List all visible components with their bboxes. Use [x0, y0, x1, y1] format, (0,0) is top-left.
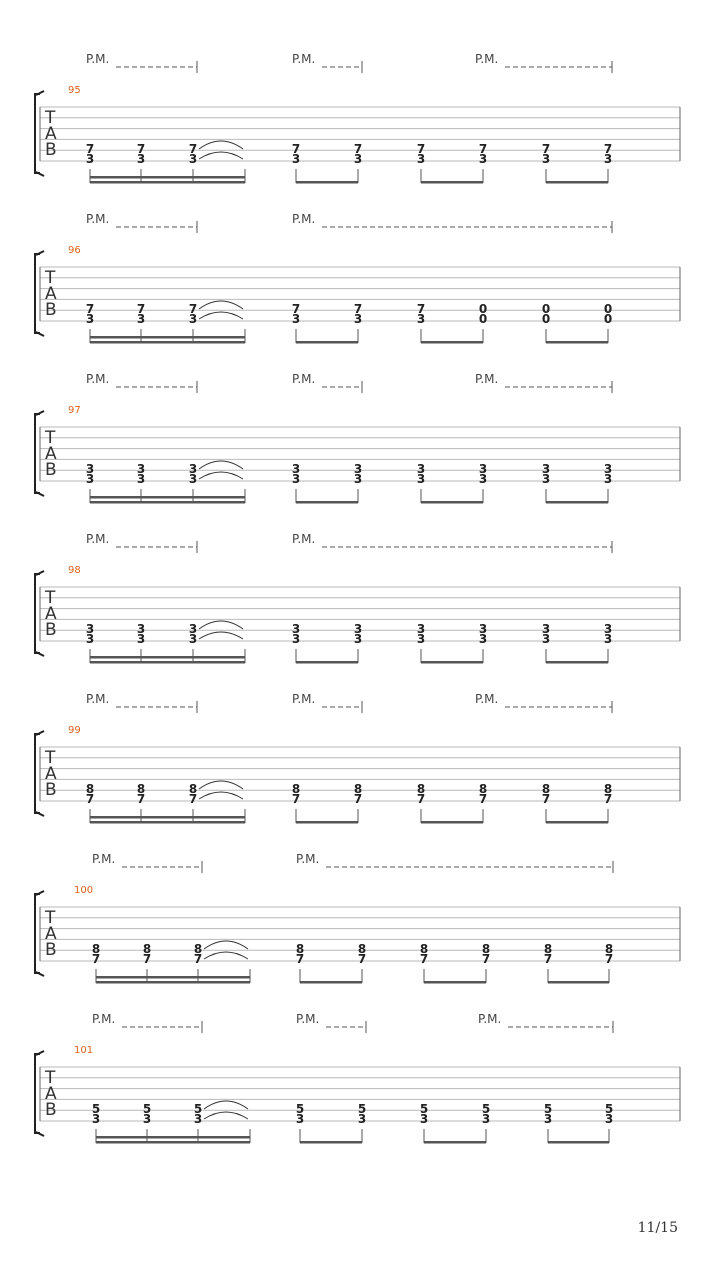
palm-mute-label: P.M.: [292, 212, 316, 226]
fret-number: 5: [604, 1102, 614, 1116]
fret-number: 7: [295, 952, 305, 966]
fret-number: 5: [481, 1102, 491, 1116]
system-bracket: [35, 254, 40, 333]
fret-number: 3: [603, 622, 613, 636]
fret-number: 0: [603, 302, 613, 316]
fret-number: 8: [291, 782, 301, 796]
measure-number: 95: [68, 85, 81, 96]
palm-mute-label: P.M.: [475, 692, 499, 706]
fret-number: 7: [357, 952, 367, 966]
tab-system-99: [35, 692, 680, 824]
fret-number: 7: [353, 142, 363, 156]
fret-number: 3: [353, 622, 363, 636]
tie-arc: [199, 312, 243, 319]
fret-number: 3: [85, 632, 95, 646]
fret-number: 3: [353, 472, 363, 486]
fret-number: 3: [188, 472, 198, 486]
fret-number: 7: [541, 142, 551, 156]
fret-number: 3: [357, 1112, 367, 1126]
tab-system-101: [35, 1012, 680, 1144]
system-bracket: [35, 1054, 40, 1133]
beam: [546, 181, 608, 184]
beam: [548, 981, 609, 984]
palm-mute-label: P.M.: [478, 1012, 502, 1026]
fret-number: 3: [416, 312, 426, 326]
tab-clef-letter: B: [45, 1100, 57, 1120]
tab-clef-letter: B: [45, 140, 57, 160]
fret-number: 8: [193, 942, 203, 956]
beam: [421, 501, 483, 504]
fret-number: 8: [419, 942, 429, 956]
fret-number: 8: [142, 942, 152, 956]
system-bracket: [35, 414, 40, 493]
tie-arc: [199, 632, 243, 639]
fret-number: 3: [188, 462, 198, 476]
fret-number: 3: [291, 632, 301, 646]
fret-number: 3: [291, 312, 301, 326]
fret-number: 7: [291, 302, 301, 316]
fret-number: 7: [85, 792, 95, 806]
fret-number: 3: [541, 622, 551, 636]
system-bracket: [35, 94, 40, 173]
fret-number: 3: [541, 472, 551, 486]
tie-arc: [199, 141, 243, 149]
tab-clef-letter: T: [45, 1068, 56, 1088]
fret-number: 7: [416, 792, 426, 806]
tie-arc: [199, 792, 243, 799]
tab-clef-letter: B: [45, 620, 57, 640]
fret-number: 3: [291, 152, 301, 166]
fret-number: 0: [541, 302, 551, 316]
beam: [296, 181, 358, 184]
tie-arc: [204, 1112, 248, 1119]
fret-number: 3: [85, 152, 95, 166]
fret-number: 3: [603, 632, 613, 646]
system-bracket: [35, 894, 40, 973]
tab-clef-letter: A: [45, 604, 57, 624]
fret-number: 3: [603, 152, 613, 166]
fret-number: 8: [543, 942, 553, 956]
fret-number: 3: [85, 312, 95, 326]
tab-system-96: [35, 212, 680, 344]
tie-arc: [199, 301, 243, 309]
fret-number: 7: [188, 142, 198, 156]
palm-mute-label: P.M.: [296, 1012, 320, 1026]
fret-number: 3: [416, 622, 426, 636]
tab-clef-letter: T: [45, 588, 56, 608]
fret-number: 7: [481, 952, 491, 966]
fret-number: 7: [91, 952, 101, 966]
beam: [90, 181, 245, 184]
fret-number: 8: [136, 782, 146, 796]
fret-number: 3: [85, 472, 95, 486]
beam: [421, 341, 483, 344]
palm-mute-label: P.M.: [92, 1012, 116, 1026]
palm-mute-label: P.M.: [86, 212, 110, 226]
palm-mute-label: P.M.: [86, 52, 110, 66]
fret-number: 3: [478, 622, 488, 636]
tie-arc: [199, 781, 243, 789]
measure-number: 99: [68, 725, 81, 736]
fret-number: 3: [188, 622, 198, 636]
tab-clef-letter: B: [45, 300, 57, 320]
fret-number: 3: [541, 632, 551, 646]
beam: [548, 1141, 609, 1144]
fret-number: 5: [91, 1102, 101, 1116]
measure-number: 101: [74, 1045, 94, 1056]
fret-number: 3: [416, 462, 426, 476]
fret-number: 3: [353, 462, 363, 476]
fret-number: 7: [193, 952, 203, 966]
palm-mute-label: P.M.: [292, 372, 316, 386]
beam: [421, 181, 483, 184]
fret-number: 7: [416, 302, 426, 316]
palm-mute-label: P.M.: [475, 52, 499, 66]
fret-number: 7: [353, 302, 363, 316]
palm-mute-label: P.M.: [86, 372, 110, 386]
fret-number: 3: [541, 462, 551, 476]
fret-number: 3: [478, 152, 488, 166]
fret-number: 3: [291, 462, 301, 476]
fret-number: 3: [295, 1112, 305, 1126]
fret-number: 3: [353, 312, 363, 326]
fret-number: 8: [295, 942, 305, 956]
tab-clef-letter: B: [45, 460, 57, 480]
fret-number: 8: [85, 782, 95, 796]
fret-number: 3: [188, 312, 198, 326]
palm-mute-label: P.M.: [86, 532, 110, 546]
fret-number: 7: [188, 302, 198, 316]
fret-number: 3: [604, 1112, 614, 1126]
fret-number: 7: [543, 952, 553, 966]
palm-mute-label: P.M.: [475, 372, 499, 386]
beam: [421, 821, 483, 824]
beam: [300, 1141, 362, 1144]
fret-number: 3: [136, 632, 146, 646]
tie-arc: [204, 1101, 248, 1109]
tab-clef-letter: B: [45, 780, 57, 800]
fret-number: 7: [478, 142, 488, 156]
fret-number: 0: [478, 312, 488, 326]
beam: [546, 341, 608, 344]
fret-number: 3: [188, 632, 198, 646]
tie-arc: [199, 152, 243, 159]
beam: [90, 496, 245, 499]
beam: [546, 821, 608, 824]
tab-system-98: [35, 532, 680, 664]
beam: [96, 1136, 250, 1139]
fret-number: 8: [481, 942, 491, 956]
palm-mute-label: P.M.: [92, 852, 116, 866]
beam: [424, 981, 486, 984]
fret-number: 5: [357, 1102, 367, 1116]
fret-number: 7: [416, 142, 426, 156]
fret-number: 3: [541, 152, 551, 166]
palm-mute-label: P.M.: [296, 852, 320, 866]
palm-mute-label: P.M.: [292, 52, 316, 66]
fret-number: 3: [603, 472, 613, 486]
fret-number: 3: [188, 152, 198, 166]
fret-number: 7: [291, 792, 301, 806]
beam: [296, 501, 358, 504]
beam: [300, 981, 362, 984]
tab-clef-letter: A: [45, 924, 57, 944]
measure-number: 100: [74, 885, 94, 896]
fret-number: 7: [85, 142, 95, 156]
fret-number: 3: [353, 152, 363, 166]
fret-number: 5: [543, 1102, 553, 1116]
beam: [96, 976, 250, 979]
fret-number: 0: [603, 312, 613, 326]
fret-number: 8: [91, 942, 101, 956]
tab-clef-letter: T: [45, 108, 56, 128]
fret-number: 7: [188, 792, 198, 806]
beam: [424, 1141, 486, 1144]
tab-clef-letter: T: [45, 748, 56, 768]
fret-number: 3: [543, 1112, 553, 1126]
beam: [546, 661, 608, 664]
tie-arc: [204, 952, 248, 959]
tab-system-97: [35, 372, 680, 504]
beam: [546, 501, 608, 504]
tie-arc: [199, 461, 243, 469]
fret-number: 3: [136, 152, 146, 166]
palm-mute-label: P.M.: [86, 692, 110, 706]
tie-arc: [204, 941, 248, 949]
fret-number: 3: [481, 1112, 491, 1126]
fret-number: 3: [85, 622, 95, 636]
beam: [90, 661, 245, 664]
fret-number: 8: [604, 942, 614, 956]
fret-number: 8: [357, 942, 367, 956]
fret-number: 5: [193, 1102, 203, 1116]
fret-number: 3: [291, 472, 301, 486]
tab-clef-letter: A: [45, 764, 57, 784]
fret-number: 3: [85, 462, 95, 476]
fret-number: 3: [416, 472, 426, 486]
fret-number: 3: [478, 462, 488, 476]
measure-number: 97: [68, 405, 81, 416]
tab-system-95: [35, 52, 680, 184]
beam: [90, 336, 245, 339]
beam: [90, 341, 245, 344]
fret-number: 3: [419, 1112, 429, 1126]
tab-clef-letter: A: [45, 1084, 57, 1104]
fret-number: 7: [85, 302, 95, 316]
fret-number: 5: [295, 1102, 305, 1116]
beam: [90, 176, 245, 179]
fret-number: 7: [136, 792, 146, 806]
fret-number: 7: [604, 952, 614, 966]
palm-mute-label: P.M.: [292, 692, 316, 706]
fret-number: 7: [603, 792, 613, 806]
fret-number: 7: [291, 142, 301, 156]
system-bracket: [35, 734, 40, 813]
beam: [96, 981, 250, 984]
fret-number: 5: [142, 1102, 152, 1116]
beam: [421, 661, 483, 664]
fret-number: 8: [353, 782, 363, 796]
beam: [296, 341, 358, 344]
fret-number: 3: [136, 622, 146, 636]
fret-number: 8: [188, 782, 198, 796]
fret-number: 3: [603, 462, 613, 476]
tab-system-100: [35, 852, 680, 984]
tab-clef-letter: B: [45, 940, 57, 960]
beam: [296, 661, 358, 664]
fret-number: 3: [291, 622, 301, 636]
fret-number: 3: [91, 1112, 101, 1126]
fret-number: 8: [478, 782, 488, 796]
fret-number: 7: [603, 142, 613, 156]
fret-number: 3: [142, 1112, 152, 1126]
fret-number: 7: [136, 302, 146, 316]
fret-number: 5: [419, 1102, 429, 1116]
fret-number: 7: [478, 792, 488, 806]
beam: [90, 816, 245, 819]
tie-arc: [199, 472, 243, 479]
fret-number: 8: [541, 782, 551, 796]
fret-number: 3: [136, 312, 146, 326]
fret-number: 7: [353, 792, 363, 806]
fret-number: 3: [353, 632, 363, 646]
tie-arc: [199, 621, 243, 629]
fret-number: 0: [541, 312, 551, 326]
tab-clef-letter: A: [45, 124, 57, 144]
measure-number: 96: [68, 245, 81, 256]
fret-number: 7: [142, 952, 152, 966]
beam: [90, 821, 245, 824]
fret-number: 0: [478, 302, 488, 316]
beam: [90, 656, 245, 659]
fret-number: 8: [416, 782, 426, 796]
tab-clef-letter: T: [45, 908, 56, 928]
tab-clef-letter: A: [45, 284, 57, 304]
tab-clef-letter: T: [45, 268, 56, 288]
beam: [90, 501, 245, 504]
fret-number: 3: [416, 152, 426, 166]
fret-number: 3: [136, 472, 146, 486]
fret-number: 7: [136, 142, 146, 156]
fret-number: 7: [541, 792, 551, 806]
page-number: 11/15: [637, 1220, 678, 1236]
beam: [96, 1141, 250, 1144]
fret-number: 3: [478, 472, 488, 486]
fret-number: 3: [416, 632, 426, 646]
system-bracket: [35, 574, 40, 653]
tab-clef-letter: A: [45, 444, 57, 464]
fret-number: 8: [603, 782, 613, 796]
palm-mute-label: P.M.: [292, 532, 316, 546]
measure-number: 98: [68, 565, 81, 576]
beam: [296, 821, 358, 824]
fret-number: 3: [136, 462, 146, 476]
fret-number: 3: [478, 632, 488, 646]
tab-clef-letter: T: [45, 428, 56, 448]
fret-number: 7: [419, 952, 429, 966]
fret-number: 3: [193, 1112, 203, 1126]
